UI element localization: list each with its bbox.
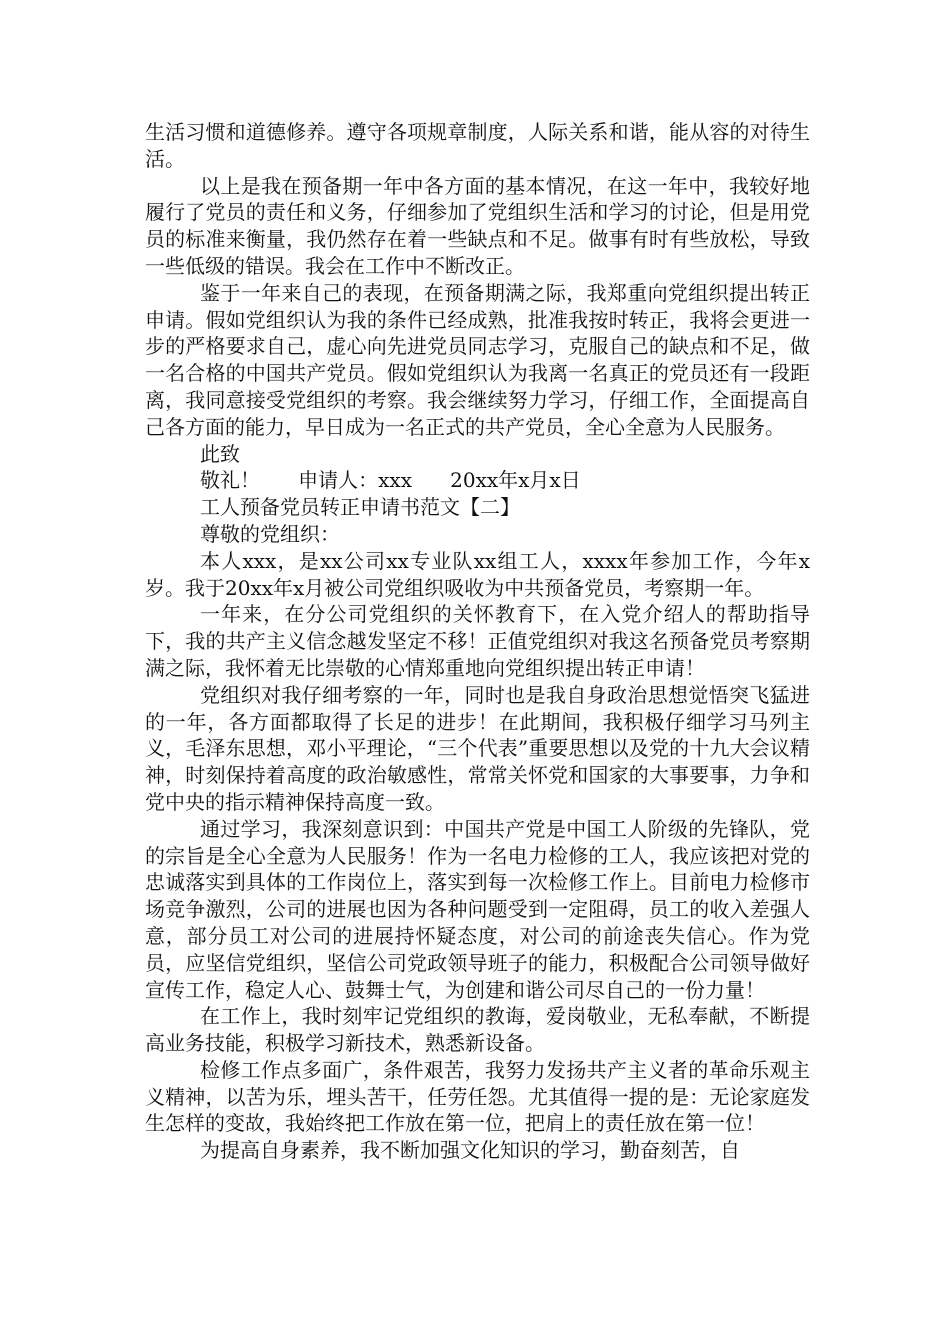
paragraph: 以上是我在预备期一年中各方面的基本情况，在这一年中，我较好地履行了党员的责任和义务，仔细参加了党组织生活和学习的讨论，但是用党员的标准来衡量，我仍然存在着一些缺点和不足。做事有时有些放松，导致一些低级的错误。我会在工作中不断改正。	[145, 173, 810, 278]
paragraph: 为提高自身素养，我不断加强文化知识的学习，勤奋刻苦，自	[200, 1138, 740, 1163]
paragraph: 生活习惯和道德修养。遵守各项规章制度，人际关系和谐，能从容的对待生活。	[145, 120, 810, 171]
paragraph: 鉴于一年来自己的表现，在预备期满之际，我郑重向党组织提出转正申请。假如党组织认为我的条件已经成熟，批准我按时转正，我将会更进一步的严格要求自己，虚心向先进党员同志学习，克服自己的缺点和不足，做一名合格的中国共产党员。假如党组织认为我离一名真正的党员还有一段距离，我同意接受党组织的考察。我会继续努力学习，仔细工作，全面提高自己各方面的能力，早日成为一名正式的共产党员，全心全意为人民服务。	[145, 280, 810, 439]
section-heading: 工人预备党员转正申请书范文【二】	[200, 495, 520, 520]
paragraph: 检修工作点多面广，条件艰苦，我努力发扬共产主义者的革命乐观主义精神，以苦为乐，埋头苦干，任劳任怨。尤其值得一提的是：无论家庭发生怎样的变故，我始终把工作放在第一位，把肩上的责任放在第一位！	[145, 1057, 810, 1136]
paragraph: 在工作上，我时刻牢记党组织的教诲，爱岗敬业，无私奉献，不断提高业务技能，积极学习新技术，熟悉新设备。	[145, 1004, 810, 1056]
closing-phrase: 此致	[200, 441, 240, 466]
paragraph: 一年来，在分公司党组织的关怀教育下，在入党介绍人的帮助指导下，我的共产主义信念越发坚定不移！正值党组织对我这名预备党员考察期满之际，我怀着无比崇敬的心情郑重地向党组织提出转正申请！	[145, 602, 810, 680]
paragraph: 本人xxx，是xx公司xx专业队xx组工人，xxxx年参加工作，今年x岁。我于20xx年x月被公司党组织吸收为中共预备党员，考察期一年。	[145, 548, 810, 600]
document-body	[145, 119, 810, 1164]
salutation: 尊敬的党组织：	[200, 521, 340, 546]
paragraph: 通过学习，我深刻意识到：中国共产党是中国工人阶级的先锋队，党的宗旨是全心全意为人民服务！作为一名电力检修的工人，我应该把对党的忠诚落实到具体的工作岗位上，落实到每一次检修工作上。目前电力检修市场竞争激烈，公司的进展也因为各种问题受到一定阻碍，员工的收入差强人意，部分员工对公司的进展持怀疑态度，对公司的前途丧失信心。作为党员，应坚信党组织，坚信公司党政领导班子的能力，积极配合公司领导做好宣传工作，稳定人心、鼓舞士气，为创建和谐公司尽自己的一份力量！	[145, 816, 810, 1002]
paragraph: 党组织对我仔细考察的一年，同时也是我自身政治思想觉悟突飞猛进的一年，各方面都取得了长足的进步！在此期间，我积极仔细学习马列主义，毛泽东思想，邓小平理论，“三个代表”重要思想以及党的十九大会议精神，时刻保持着高度的政治敏感性，常常关怀党和国家的大事要事，力争和党中央的指示精神保持高度一致。	[145, 682, 810, 814]
signature-line: 敬礼！ 申请人：xxx 20xx年x月x日	[200, 468, 581, 493]
